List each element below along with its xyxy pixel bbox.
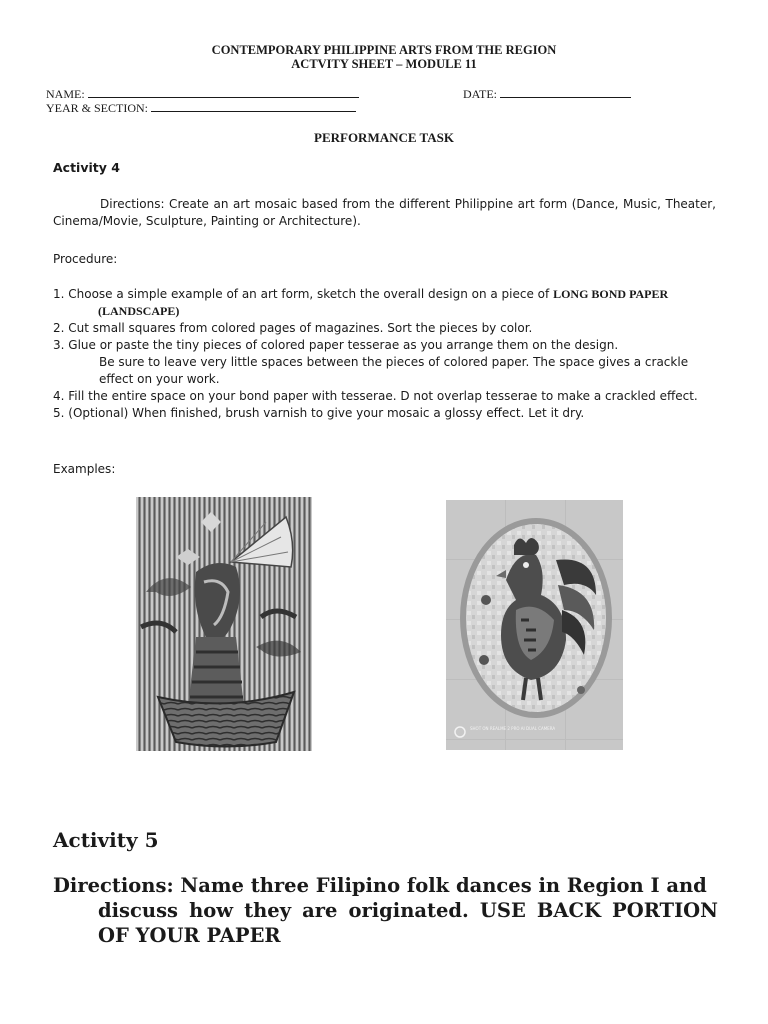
procedure-step-5: 5. (Optional) When finished, brush varnish to give your mosaic a glossy effect. Let it dry. xyxy=(53,406,585,420)
step-1-text: 1. Choose a simple example of an art form, sketch the overall design on a piece of xyxy=(53,287,554,301)
procedure-step-4: 4. Fill the entire space on your bond paper with tesserae. D not overlap tesserae to make a crackled effect. xyxy=(53,389,698,403)
examples-label: Examples: xyxy=(53,462,116,476)
name-blank-line[interactable] xyxy=(88,86,359,98)
step-3-first-line: 3. Glue or paste the tiny pieces of colored paper tesserae as you arrange them on the design. xyxy=(53,338,619,352)
date-label: DATE: xyxy=(463,87,497,101)
header-subtitle: ACTVITY SHEET – MODULE 11 xyxy=(291,57,477,71)
year-section-blank-line[interactable] xyxy=(151,100,356,112)
activity4-title: Activity 4 xyxy=(53,160,120,175)
activity5-directions-line1: Directions: Name three Filipino folk dances in Region I and xyxy=(53,874,707,897)
sheet-header xyxy=(0,43,768,71)
activity4-directions: Directions: Create an art mosaic based from the different Philippine art form (Dance, Music, Theater, Cinema/Movie, Sculpture, Painting or Architecture). xyxy=(53,197,716,228)
year-section-field-row xyxy=(46,100,356,116)
activity5-title: Activity 5 xyxy=(53,828,159,852)
activity5-directions-line2: discuss how they are originated. USE BACK PORTION OF YOUR PAPER xyxy=(98,899,718,947)
procedure-step-2: 2. Cut small squares from colored pages of magazines. Sort the pieces by color. xyxy=(53,321,533,335)
example-mosaic-dancer-image xyxy=(136,497,312,751)
performance-task-heading: PERFORMANCE TASK xyxy=(314,130,454,145)
procedure-label: Procedure: xyxy=(53,252,118,266)
name-label: NAME: xyxy=(46,87,85,101)
procedure-step-3 xyxy=(53,337,716,388)
date-blank-line[interactable] xyxy=(500,86,631,98)
procedure-step-1 xyxy=(53,286,716,320)
date-field-row xyxy=(463,86,631,102)
example-mosaic-rooster-image xyxy=(446,500,623,750)
step-3-continuation: Be sure to leave very little spaces between the pieces of colored paper. The space gives a crackle effect on your work. xyxy=(99,355,689,386)
header-title: CONTEMPORARY PHILIPPINE ARTS FROM THE REGION xyxy=(211,43,557,57)
procedure-steps xyxy=(53,286,716,422)
photo-watermark-caption: SHOT ON REALME 2 PRO AI DUAL CAMERA xyxy=(470,726,556,731)
year-section-label: YEAR & SECTION: xyxy=(46,101,148,115)
step-1-bold-text: LONG BOND PAPER (LANDSCAPE) xyxy=(98,287,669,318)
activity5-directions xyxy=(53,873,718,948)
